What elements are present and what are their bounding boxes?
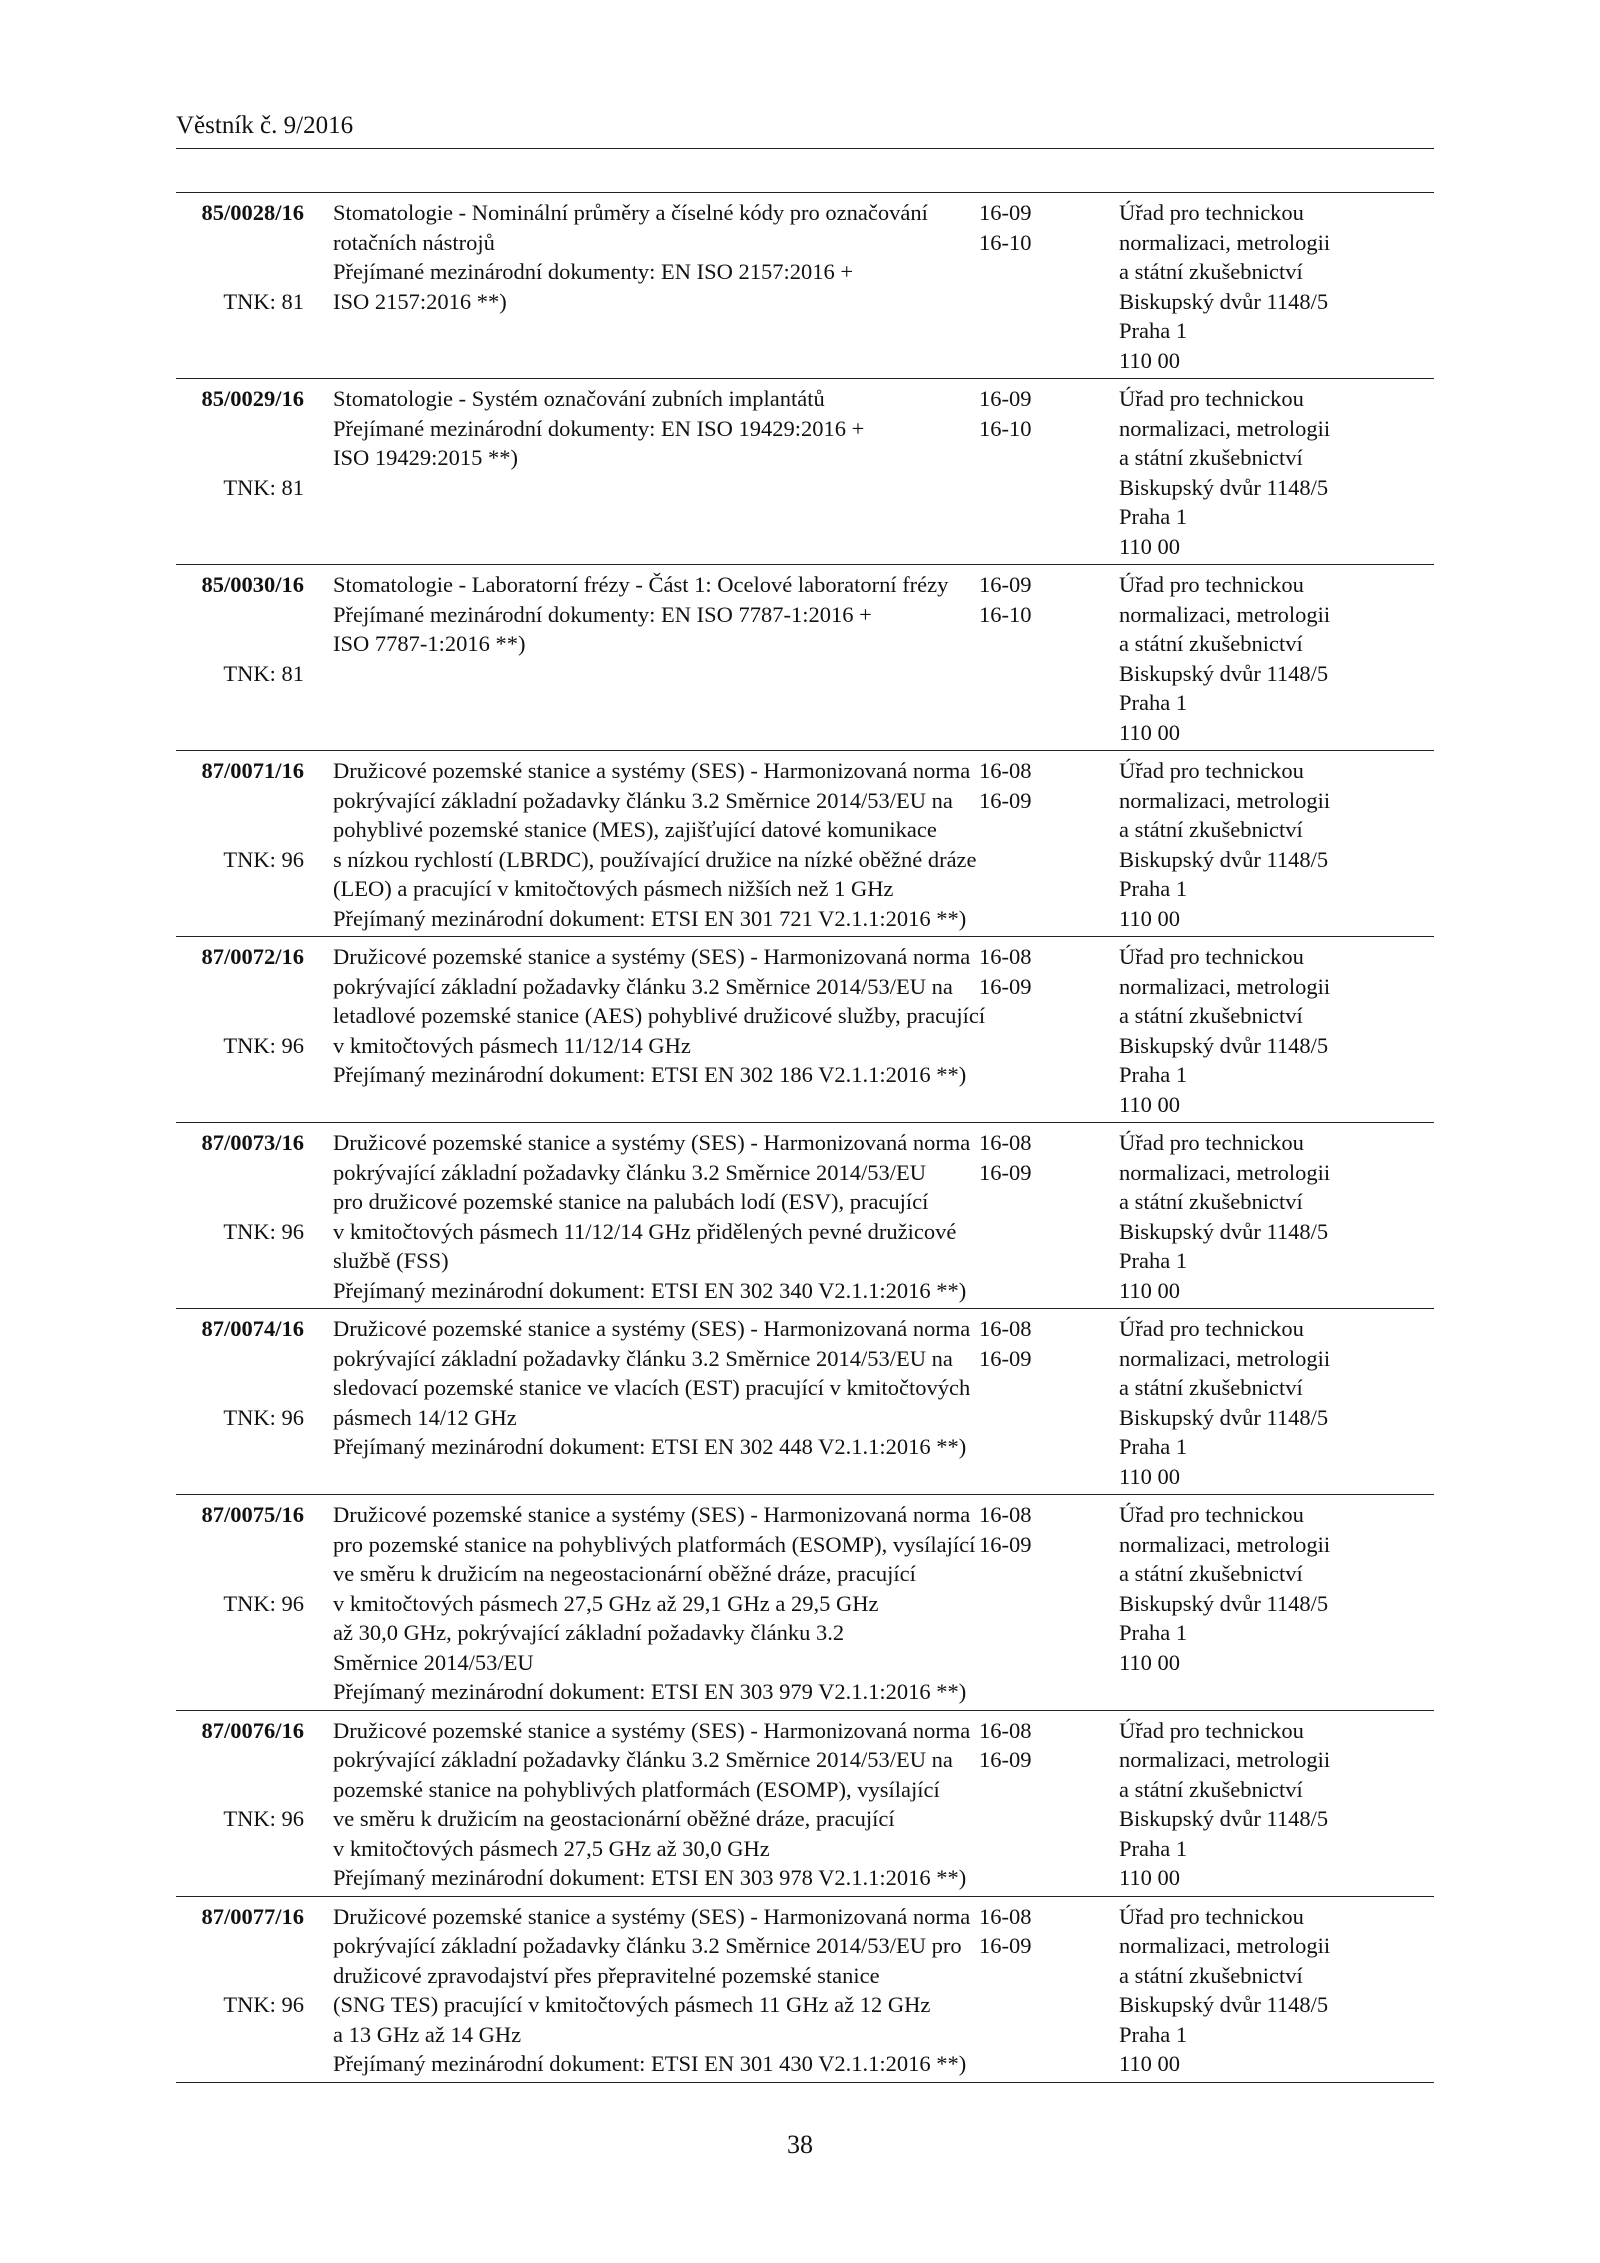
office-line: Biskupský dvůr 1148/5 — [1119, 1032, 1329, 1058]
date-code: 16-10 — [979, 415, 1032, 441]
office-line: Úřad pro technickou — [1119, 572, 1304, 597]
description-line: v kmitočtových pásmech 11/12/14 GHz — [333, 1032, 691, 1058]
date-code: 16-09 — [979, 1933, 1032, 1958]
list-item — [176, 379, 1434, 565]
date-code: 16-09 — [979, 1159, 1032, 1185]
office-line: Praha 1 — [1119, 1248, 1188, 1273]
description-line: v kmitočtových pásmech 27,5 GHz až 29,1 GHz a 29,5 GHz — [333, 1590, 879, 1616]
office-line: a státní zkušebnictví — [1119, 1962, 1303, 1988]
office-line: 110 00 — [1119, 1277, 1181, 1303]
description-line: ve směru k družicím na geostacionární oběžné dráze, pracující — [333, 1806, 895, 1831]
description-line: Stomatologie - Laboratorní frézy - Část 1: Ocelové laboratorní frézy — [333, 572, 949, 597]
description-line: Přejímané mezinárodní dokumenty: EN ISO 19429:2016 + — [333, 415, 865, 441]
entry-id-column — [176, 1314, 304, 1491]
entry-description — [304, 942, 986, 1119]
entry-office-address — [1081, 1902, 1434, 2079]
date-code: 16-10 — [979, 229, 1032, 255]
office-line: normalizaci, metrologii — [1119, 1747, 1331, 1772]
description-line: pásmech 14/12 GHz — [333, 1404, 517, 1430]
description-line: Směrnice 2014/53/EU — [333, 1649, 534, 1675]
office-line: Biskupský dvůr 1148/5 — [1119, 1404, 1329, 1430]
office-line: Úřad pro technickou — [1119, 944, 1304, 969]
entry-description — [304, 384, 973, 561]
entry-office-address — [1081, 942, 1434, 1119]
entry-tnk: TNK: 96 — [223, 1992, 304, 2017]
description-line: Přejímaný mezinárodní dokument: ETSI EN 303 979 V2.1.1:2016 **) — [333, 1679, 967, 1704]
entry-office-address — [1081, 1500, 1434, 1707]
entry-number: 87/0071/16 — [201, 758, 304, 783]
description-line: rotačních nástrojů — [333, 229, 495, 255]
list-item — [176, 1711, 1434, 1897]
description-line: pokrývající základní požadavky článku 3.2 Směrnice 2014/53/EU na — [333, 1345, 953, 1371]
list-item — [176, 565, 1434, 751]
description-line: Přejímaný mezinárodní dokument: ETSI EN 301 721 V2.1.1:2016 **) — [333, 905, 967, 931]
office-line: a státní zkušebnictví — [1119, 1003, 1303, 1028]
office-line: a státní zkušebnictví — [1119, 1776, 1303, 1802]
office-line: Biskupský dvůr 1148/5 — [1119, 1590, 1329, 1616]
entry-id-column — [176, 756, 304, 933]
office-line: normalizaci, metrologii — [1119, 601, 1331, 627]
description-line: ve směru k družicím na negeostacionární oběžné dráze, pracující — [333, 1561, 916, 1586]
office-line: Úřad pro technickou — [1119, 1502, 1304, 1527]
entry-description — [304, 570, 973, 747]
description-line: Přejímaný mezinárodní dokument: ETSI EN 302 186 V2.1.1:2016 **) — [333, 1062, 967, 1087]
entry-number: 87/0075/16 — [201, 1502, 304, 1527]
office-line: normalizaci, metrologii — [1119, 973, 1331, 999]
entry-tnk: TNK: 81 — [223, 474, 304, 500]
description-line: Družicové pozemské stanice a systémy (SES) - Harmonizovaná norma — [333, 1316, 971, 1341]
office-line: Úřad pro technickou — [1119, 200, 1304, 225]
office-line: Biskupský dvůr 1148/5 — [1119, 474, 1329, 500]
office-line: a státní zkušebnictví — [1119, 817, 1303, 842]
entry-dates — [973, 1716, 1081, 1893]
entry-dates — [973, 756, 1081, 933]
entry-description — [304, 1500, 976, 1707]
entry-number: 87/0072/16 — [201, 944, 304, 969]
office-line: 110 00 — [1119, 1091, 1181, 1117]
list-item — [176, 1123, 1434, 1309]
office-line: Biskupský dvůr 1148/5 — [1119, 288, 1329, 314]
office-line: a státní zkušebnictví — [1119, 445, 1303, 470]
entry-number: 87/0076/16 — [201, 1717, 304, 1743]
standards-list — [176, 192, 1434, 2083]
office-line: normalizaci, metrologii — [1119, 1159, 1331, 1185]
entry-description — [304, 1902, 973, 2079]
entry-dates — [973, 1128, 1081, 1305]
office-line: a státní zkušebnictví — [1119, 631, 1303, 656]
office-line: Praha 1 — [1119, 318, 1188, 343]
description-line: sledovací pozemské stanice ve vlacích (EST) pracující v kmitočtových — [333, 1375, 971, 1400]
office-line: Praha 1 — [1119, 1434, 1188, 1459]
description-line: (LEO) a pracující v kmitočtových pásmech nižších než 1 GHz — [333, 876, 894, 901]
entry-office-address — [1081, 756, 1434, 933]
page-header — [176, 110, 1434, 149]
entry-office-address — [1081, 1314, 1434, 1491]
entry-id-column — [176, 198, 304, 375]
office-line: a státní zkušebnictví — [1119, 1561, 1303, 1586]
entry-number: 87/0077/16 — [201, 1903, 304, 1929]
date-code: 16-08 — [979, 1316, 1032, 1341]
office-line: Biskupský dvůr 1148/5 — [1119, 1218, 1329, 1244]
description-line: službě (FSS) — [333, 1248, 449, 1273]
description-line: Přejímané mezinárodní dokumenty: EN ISO 2157:2016 + — [333, 259, 854, 284]
office-line: Úřad pro technickou — [1119, 1316, 1304, 1341]
date-code: 16-09 — [979, 572, 1032, 597]
list-item — [176, 1495, 1434, 1711]
description-line: Přejímaný mezinárodní dokument: ETSI EN 303 978 V2.1.1:2016 **) — [333, 1865, 967, 1890]
description-line: v kmitočtových pásmech 27,5 GHz až 30,0 GHz — [333, 1835, 770, 1861]
office-line: a státní zkušebnictví — [1119, 1189, 1303, 1214]
office-line: 110 00 — [1119, 1865, 1181, 1890]
entry-id-column — [176, 1902, 304, 2079]
office-line: Úřad pro technickou — [1119, 1717, 1304, 1743]
entry-dates — [973, 570, 1081, 747]
office-line: Biskupský dvůr 1148/5 — [1119, 1992, 1329, 2017]
date-code: 16-08 — [979, 1130, 1032, 1155]
entry-dates — [973, 1902, 1081, 2079]
office-line: 110 00 — [1119, 1463, 1181, 1489]
entry-id-column — [176, 942, 304, 1119]
description-line: ISO 2157:2016 **) — [333, 288, 507, 314]
office-line: Praha 1 — [1119, 876, 1188, 901]
office-line: a státní zkušebnictví — [1119, 259, 1303, 284]
office-line: 110 00 — [1119, 905, 1181, 931]
description-line: Družicové pozemské stanice a systémy (SES) - Harmonizovaná norma — [333, 758, 971, 783]
office-line: 110 00 — [1119, 533, 1181, 559]
entry-office-address — [1081, 198, 1434, 375]
list-item — [176, 937, 1434, 1123]
office-line: Úřad pro technickou — [1119, 386, 1304, 411]
description-line: pokrývající základní požadavky článku 3.2 Směrnice 2014/53/EU na — [333, 973, 953, 999]
description-line: ISO 7787-1:2016 **) — [333, 631, 526, 656]
entry-dates — [973, 1500, 1081, 1707]
description-line: pokrývající základní požadavky článku 3.2 Směrnice 2014/53/EU pro — [333, 1933, 962, 1958]
date-code: 16-08 — [979, 758, 1032, 783]
description-line: Stomatologie - Systém označování zubních implantátů — [333, 386, 825, 411]
entry-id-column — [176, 1128, 304, 1305]
office-line: normalizaci, metrologii — [1119, 1531, 1331, 1557]
date-code: 16-09 — [979, 386, 1032, 411]
office-line: normalizaci, metrologii — [1119, 1933, 1331, 1958]
office-line: Biskupský dvůr 1148/5 — [1119, 1806, 1329, 1831]
entry-tnk: TNK: 81 — [223, 660, 304, 686]
entry-tnk: TNK: 96 — [223, 846, 304, 872]
description-line: a 13 GHz až 14 GHz — [333, 2021, 522, 2047]
entry-id-column — [176, 1500, 304, 1707]
entry-id-column — [176, 1716, 304, 1893]
entry-description — [304, 1128, 973, 1305]
office-line: 110 00 — [1119, 719, 1181, 745]
office-line: Úřad pro technickou — [1119, 1130, 1304, 1155]
list-item — [176, 193, 1434, 379]
date-code: 16-09 — [979, 787, 1032, 813]
date-code: 16-09 — [979, 1345, 1032, 1371]
entry-dates — [973, 1314, 1081, 1491]
office-line: normalizaci, metrologii — [1119, 229, 1331, 255]
entry-dates — [973, 198, 1081, 375]
office-line: Praha 1 — [1119, 1835, 1188, 1861]
description-line: (SNG TES) pracující v kmitočtových pásmech 11 GHz až 12 GHz — [333, 1992, 931, 2017]
entry-number: 87/0073/16 — [201, 1130, 304, 1155]
date-code: 16-09 — [979, 1747, 1032, 1772]
description-line: pro družicové pozemské stanice na palubách lodí (ESV), pracující — [333, 1189, 929, 1214]
office-line: Úřad pro technickou — [1119, 1903, 1304, 1929]
entry-dates — [973, 942, 1081, 1119]
description-line: Družicové pozemské stanice a systémy (SES) - Harmonizovaná norma — [333, 1717, 971, 1743]
date-code: 16-08 — [979, 1502, 1032, 1527]
description-line: pro pozemské stanice na pohyblivých platformách (ESOMP), vysílající — [333, 1531, 976, 1557]
office-line: normalizaci, metrologii — [1119, 787, 1331, 813]
date-code: 16-09 — [979, 973, 1032, 999]
date-code: 16-10 — [979, 601, 1032, 627]
description-line: družicové zpravodajství přes přepravitelné pozemské stanice — [333, 1962, 880, 1988]
entry-description — [304, 198, 973, 375]
description-line: Družicové pozemské stanice a systémy (SES) - Harmonizovaná norma — [333, 1903, 971, 1929]
office-line: Úřad pro technickou — [1119, 758, 1304, 783]
entry-tnk: TNK: 96 — [223, 1218, 304, 1244]
entry-office-address — [1081, 384, 1434, 561]
entry-number: 85/0028/16 — [201, 200, 304, 225]
entry-office-address — [1081, 1128, 1434, 1305]
office-line: Biskupský dvůr 1148/5 — [1119, 660, 1329, 686]
office-line: normalizaci, metrologii — [1119, 415, 1331, 441]
date-code: 16-08 — [979, 944, 1032, 969]
entry-office-address — [1081, 1716, 1434, 1893]
entry-description — [304, 1314, 973, 1491]
office-line: Biskupský dvůr 1148/5 — [1119, 846, 1329, 872]
description-line: pohyblivé pozemské stanice (MES), zajišťující datové komunikace — [333, 817, 937, 842]
date-code: 16-08 — [979, 1717, 1032, 1743]
description-line: pokrývající základní požadavky článku 3.2 Směrnice 2014/53/EU — [333, 1159, 926, 1185]
entry-number: 85/0030/16 — [201, 572, 304, 597]
description-line: letadlové pozemské stanice (AES) pohyblivé družicové služby, pracující — [333, 1003, 986, 1028]
entry-id-column — [176, 570, 304, 747]
office-line: normalizaci, metrologii — [1119, 1345, 1331, 1371]
office-line: Praha 1 — [1119, 1062, 1188, 1087]
description-line: pokrývající základní požadavky článku 3.2 Směrnice 2014/53/EU na — [333, 1747, 953, 1772]
description-line: Družicové pozemské stanice a systémy (SES) - Harmonizovaná norma — [333, 1130, 971, 1155]
description-line: Přejímaný mezinárodní dokument: ETSI EN 301 430 V2.1.1:2016 **) — [333, 2051, 967, 2076]
description-line: Přejímaný mezinárodní dokument: ETSI EN 302 340 V2.1.1:2016 **) — [333, 1277, 967, 1303]
office-line: Praha 1 — [1119, 2021, 1188, 2047]
date-code: 16-08 — [979, 1903, 1032, 1929]
entry-id-column — [176, 384, 304, 561]
entry-tnk: TNK: 96 — [223, 1404, 304, 1430]
office-line: 110 00 — [1119, 347, 1181, 373]
description-line: Družicové pozemské stanice a systémy (SES) - Harmonizovaná norma — [333, 1502, 971, 1527]
description-line: pokrývající základní požadavky článku 3.2 Směrnice 2014/53/EU na — [333, 787, 953, 813]
entry-number: 85/0029/16 — [201, 386, 304, 411]
description-line: až 30,0 GHz, pokrývající základní požadavky článku 3.2 — [333, 1620, 845, 1645]
list-item — [176, 1897, 1434, 2083]
entry-tnk: TNK: 81 — [223, 288, 304, 314]
list-item — [176, 751, 1434, 937]
office-line: Praha 1 — [1119, 504, 1188, 529]
list-item — [176, 1309, 1434, 1495]
description-line: pozemské stanice na pohyblivých platformách (ESOMP), vysílající — [333, 1776, 940, 1802]
entry-description — [304, 756, 977, 933]
description-line: Stomatologie - Nominální průměry a číselné kódy pro označování — [333, 200, 928, 225]
description-line: Družicové pozemské stanice a systémy (SES) - Harmonizovaná norma — [333, 944, 971, 969]
description-line: v kmitočtových pásmech 11/12/14 GHz přidělených pevné družicové — [333, 1218, 957, 1244]
office-line: Praha 1 — [1119, 690, 1188, 715]
office-line: a státní zkušebnictví — [1119, 1375, 1303, 1400]
entry-office-address — [1081, 570, 1434, 747]
office-line: 110 00 — [1119, 2051, 1181, 2076]
entry-number: 87/0074/16 — [201, 1316, 304, 1341]
office-line: Praha 1 — [1119, 1620, 1188, 1645]
description-line: Přejímané mezinárodní dokumenty: EN ISO 7787-1:2016 + — [333, 601, 872, 627]
entry-tnk: TNK: 96 — [223, 1590, 304, 1616]
date-code: 16-09 — [979, 200, 1032, 225]
office-line: 110 00 — [1119, 1649, 1181, 1675]
entry-description — [304, 1716, 973, 1893]
date-code: 16-09 — [979, 1531, 1032, 1557]
description-line: ISO 19429:2015 **) — [333, 445, 518, 470]
page-number: 38 — [787, 2130, 813, 2159]
entry-tnk: TNK: 96 — [223, 1806, 304, 1831]
description-line: s nízkou rychlostí (LBRDC), používající družice na nízké oběžné dráze — [333, 846, 977, 872]
description-line: Přejímaný mezinárodní dokument: ETSI EN 302 448 V2.1.1:2016 **) — [333, 1434, 967, 1459]
journal-title: Věstník č. 9/2016 — [176, 112, 354, 139]
entry-dates — [973, 384, 1081, 561]
entry-tnk: TNK: 96 — [223, 1032, 304, 1058]
